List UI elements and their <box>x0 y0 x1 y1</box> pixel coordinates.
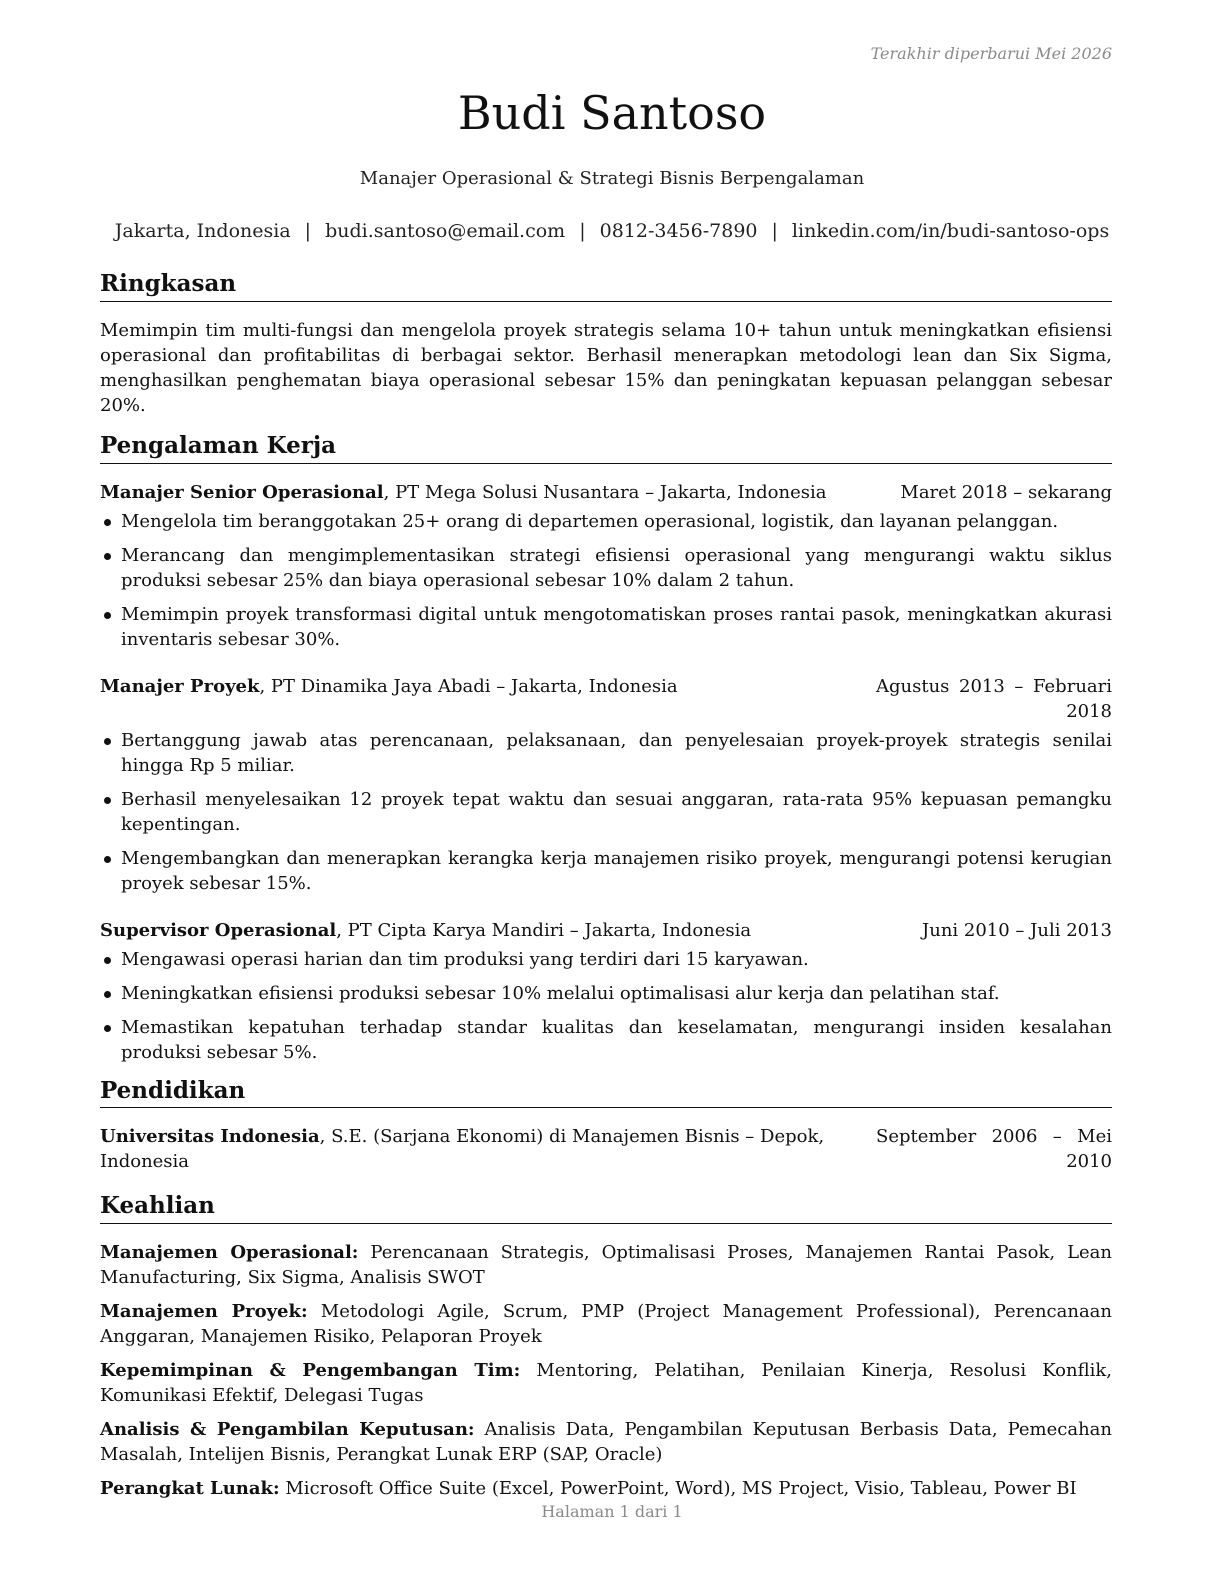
job-company: , PT Dinamika Jaya Abadi – Jakarta, Indonesia <box>259 675 678 697</box>
education-degree: , S.E. (Sarjana Ekonomi) di Manajemen Bisnis – Depok, Indonesia <box>100 1126 825 1173</box>
job-entry <box>100 480 1112 652</box>
job-dates: Agustus 2013 – Februari 2018 <box>876 675 1112 722</box>
skill-text: Mentoring, Pelatihan, Penilaian Kinerja, Resolusi Konflik, Komunikasi Efektif, Delegasi Tugas <box>100 1360 1113 1406</box>
skill-row <box>100 1476 1112 1501</box>
job-header <box>100 918 1112 943</box>
skill-row <box>100 1417 1112 1467</box>
job-company: , PT Mega Solusi Nusantara – Jakarta, Indonesia <box>383 481 827 503</box>
job-header <box>100 674 1112 724</box>
contact-phone: 0812-3456-7890 <box>599 220 758 242</box>
job-bullets <box>100 509 1112 652</box>
job-role: Manajer Senior Operasional <box>100 481 384 503</box>
job-entry <box>100 674 1112 896</box>
skill-row <box>100 1240 1112 1290</box>
skill-row <box>100 1299 1112 1349</box>
skill-row <box>100 1358 1112 1408</box>
list-item: Memastikan kepatuhan terhadap standar kualitas dan keselamatan, mengurangi insiden kesalahan produksi sebesar 5%. <box>100 1015 1112 1065</box>
job-company: , PT Cipta Karya Mandiri – Jakarta, Indonesia <box>336 919 752 941</box>
skill-text: Microsoft Office Suite (Excel, PowerPoint, Word), MS Project, Visio, Tableau, Power BI <box>279 1478 1077 1499</box>
experience-heading: Pengalaman Kerja <box>100 432 1112 464</box>
last-updated-note: Terakhir diperbarui Mei 2026 <box>870 44 1112 63</box>
skill-label: Manajemen Operasional: <box>100 1242 359 1263</box>
job-header <box>100 480 1112 505</box>
list-item: Berhasil menyelesaikan 12 proyek tepat waktu dan sesuai anggaran, rata-rata 95% kepuasan pemangku kepentingan. <box>100 787 1112 837</box>
summary-text: Memimpin tim multi-fungsi dan mengelola proyek strategis selama 10+ tahun untuk meningkatkan efisiensi operasional dan profitabilitas di berbagai sektor. Berhasil menerapkan metodologi lean dan Six Sigma, menghasilkan penghematan biaya operasional sebesar 15% dan peningkatan kepuasan pelanggan sebesar 20%. <box>100 319 1112 416</box>
list-item: Mengawasi operasi harian dan tim produksi yang terdiri dari 15 karyawan. <box>100 947 1112 972</box>
job-bullets <box>100 947 1112 1065</box>
contact-separator: | <box>579 220 586 242</box>
contact-linkedin[interactable]: linkedin.com/in/budi-santoso-ops <box>791 220 1110 242</box>
list-item: Memimpin proyek transformasi digital untuk mengotomatiskan proses rantai pasok, meningkatkan akurasi inventaris sebesar 30%. <box>100 602 1112 652</box>
skill-label: Perangkat Lunak: <box>100 1478 280 1499</box>
job-bullets <box>100 728 1112 896</box>
list-item: Mengelola tim beranggotakan 25+ orang di departemen operasional, logistik, dan layanan pelanggan. <box>100 509 1112 534</box>
education-heading: Pendidikan <box>100 1077 1112 1109</box>
skill-label: Manajemen Proyek: <box>100 1301 308 1322</box>
candidate-name: Budi Santoso <box>457 86 767 140</box>
contact-email[interactable]: budi.santoso@email.com <box>325 220 566 242</box>
skill-text: Perencanaan Strategis, Optimalisasi Proses, Manajemen Rantai Pasok, Lean Manufacturing, Six Sigma, Analisis SWOT <box>100 1242 1112 1288</box>
contact-separator: | <box>771 220 778 242</box>
contact-location: Jakarta, Indonesia <box>114 220 291 242</box>
education-dates: September 2006 – Mei 2010 <box>876 1126 1112 1173</box>
contact-line <box>0 220 1224 242</box>
job-dates: Juni 2010 – Juli 2013 <box>922 919 1112 941</box>
contact-separator: | <box>304 220 312 242</box>
education-entry <box>100 1124 1112 1174</box>
list-item: Mengembangkan dan menerapkan kerangka kerja manajemen risiko proyek, mengurangi potensi kerugian proyek sebesar 15%. <box>100 846 1112 896</box>
resume-content <box>100 270 1112 1510</box>
skill-text: Metodologi Agile, Scrum, PMP (Project Management Professional), Perencanaan Anggaran, Manajemen Risiko, Pelaporan Proyek <box>100 1301 1112 1347</box>
job-dates: Maret 2018 – sekarang <box>900 481 1112 503</box>
skill-label: Analisis & Pengambilan Keputusan: <box>100 1419 475 1440</box>
summary-heading: Ringkasan <box>100 270 1112 302</box>
job-role: Supervisor Operasional <box>100 919 337 941</box>
skills-heading: Keahlian <box>100 1192 1112 1224</box>
job-entry <box>100 918 1112 1065</box>
page-number: Halaman 1 dari 1 <box>541 1502 683 1521</box>
candidate-tagline: Manajer Operasional & Strategi Bisnis Berpengalaman <box>359 168 865 189</box>
education-header <box>100 1124 1112 1174</box>
list-item: Meningkatkan efisiensi produksi sebesar 10% melalui optimalisasi alur kerja dan pelatihan staf. <box>100 981 1112 1006</box>
skill-text: Analisis Data, Pengambilan Keputusan Berbasis Data, Pemecahan Masalah, Intelijen Bisnis, Perangkat Lunak ERP (SAP, Oracle) <box>100 1419 1112 1465</box>
job-role: Manajer Proyek <box>100 675 260 697</box>
skill-label: Kepemimpinan & Pengembangan Tim: <box>100 1360 521 1381</box>
list-item: Merancang dan mengimplementasikan strategi efisiensi operasional yang mengurangi waktu siklus produksi sebesar 25% dan biaya operasional sebesar 10% dalam 2 tahun. <box>100 543 1112 593</box>
list-item: Bertanggung jawab atas perencanaan, pelaksanaan, dan penyelesaian proyek-proyek strategis senilai hingga Rp 5 miliar. <box>100 728 1112 778</box>
education-school: Universitas Indonesia <box>100 1126 320 1148</box>
